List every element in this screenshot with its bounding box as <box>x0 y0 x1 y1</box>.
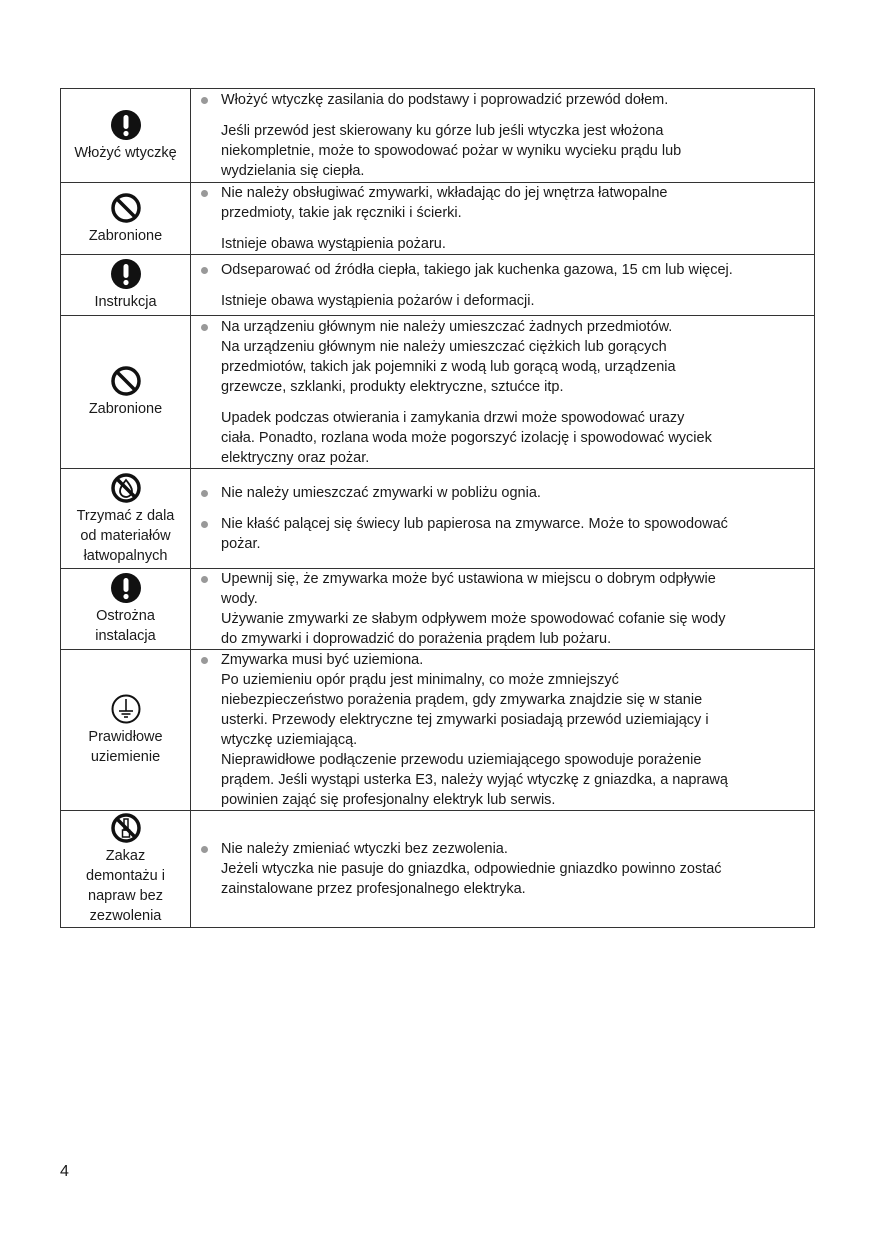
bullet-icon <box>201 324 208 331</box>
description-line: przedmioty, takie jak ręczniki i ścierki. <box>221 205 462 221</box>
description-line: przedmiotów, takich jak pojemniki z wodą lub gorącą wodą, urządzenia <box>221 358 676 375</box>
table-row <box>61 811 815 928</box>
description-line: pożar. <box>221 536 261 552</box>
row-label: instalacja <box>95 628 156 644</box>
description-line: wody. <box>221 591 258 607</box>
bullet-icon <box>201 521 208 528</box>
ground-icon <box>110 693 142 725</box>
no-disassembly-icon <box>110 812 142 844</box>
description-paragraph <box>201 650 810 810</box>
description-paragraph <box>201 483 810 503</box>
row-description-cell <box>191 89 815 183</box>
description-line: Jeżeli wtyczka nie pasuje do gniazdka, odpowiednie gniazdko powinno zostać <box>221 861 722 877</box>
row-label: Prawidłowe <box>88 729 163 745</box>
description-line: Na urządzeniu głównym nie należy umieszczać żadnych przedmiotów. <box>221 318 673 335</box>
no-flame-icon <box>110 472 142 504</box>
row-label: Włożyć wtyczkę <box>74 144 177 161</box>
description-line: Odseparować od źródła ciepła, takiego jak kuchenka gazowa, 15 cm lub więcej. <box>221 261 733 278</box>
row-description-cell <box>191 650 815 811</box>
description-paragraph <box>201 317 810 397</box>
safety-table <box>60 88 815 928</box>
description-line: Po uziemieniu opór prądu jest minimalny, co może zmniejszyć <box>221 672 619 688</box>
row-label: od materiałów <box>80 527 171 544</box>
row-description-cell <box>191 569 815 650</box>
row-label-cell <box>61 650 191 811</box>
description-line: prądem. Jeśli wystąpi usterka E3, należy wyjąć wtyczkę z gniazdka, a naprawą <box>221 772 728 788</box>
bullet-icon <box>201 490 208 497</box>
prohibited-icon <box>110 365 142 397</box>
description-line: grzewcze, szklanki, produkty elektryczne, sztućce itp. <box>221 378 564 395</box>
description-line: Na urządzeniu głównym nie należy umieszczać ciężkich lub gorących <box>221 338 667 355</box>
row-label-cell <box>61 469 191 569</box>
description-line: Upadek podczas otwierania i zamykania drzwi może spowodować urazy <box>221 409 685 426</box>
description-paragraph <box>201 291 810 311</box>
table-row <box>61 650 815 811</box>
description-paragraph <box>201 839 810 899</box>
description-line: wydzielania się ciepła. <box>221 163 365 179</box>
description-line: Włożyć wtyczkę zasilania do podstawy i poprowadzić przewód dołem. <box>221 92 669 108</box>
description-line: usterki. Przewody elektryczne tej zmywarki posiadają przewód uziemiający i <box>221 712 709 728</box>
row-label: napraw bez <box>88 888 163 904</box>
row-description-cell <box>191 255 815 316</box>
description-paragraph <box>201 514 810 554</box>
description-line: Nie należy umieszczać zmywarki w pobliżu ognia. <box>221 485 541 501</box>
bullet-icon <box>201 267 208 274</box>
description-line: powinien zająć się profesjonalny elektryk lub serwis. <box>221 792 556 808</box>
description-line: Upewnij się, że zmywarka może być ustawiona w miejscu o dobrym odpływie <box>221 571 716 587</box>
row-label-cell <box>61 255 191 316</box>
bullet-icon <box>201 657 208 664</box>
description-paragraph <box>201 569 810 649</box>
description-line: Używanie zmywarki ze słabym odpływem może spowodować cofanie się wody <box>221 611 726 627</box>
row-label: Instrukcja <box>94 294 157 310</box>
row-label-cell <box>61 89 191 183</box>
description-line: Nie należy zmieniać wtyczki bez zezwolenia. <box>221 841 508 857</box>
description-paragraph <box>201 234 810 254</box>
row-label: Zakaz <box>105 848 146 864</box>
description-line: Istnieje obawa wystąpienia pożarów i deformacji. <box>221 292 535 309</box>
description-line: Nie należy obsługiwać zmywarki, wkładając do jej wnętrza łatwopalne <box>221 185 668 201</box>
row-label: uziemienie <box>90 749 161 765</box>
row-label: Trzymać z dala <box>76 507 175 524</box>
bullet-icon <box>201 576 208 583</box>
description-line: ciała. Ponadto, rozlana woda może pogorszyć izolację i spowodować wyciek <box>221 429 712 446</box>
table-row <box>61 469 815 569</box>
exclamation-icon <box>110 572 142 604</box>
row-description-cell <box>191 316 815 469</box>
description-line: Nie kłaść palącej się świecy lub papierosa na zmywarce. Może to spowodować <box>221 516 728 532</box>
description-line: wtyczkę uziemiającą. <box>221 732 358 748</box>
row-label-cell <box>61 183 191 255</box>
row-label: Ostrożna <box>96 608 155 624</box>
description-line: niebezpieczeństwo porażenia prądem, gdy zmywarka znajdzie się w stanie <box>221 692 703 708</box>
description-line: zainstalowane przez profesjonalnego elektryka. <box>221 881 526 897</box>
row-label: łatwopalnych <box>83 547 168 564</box>
description-line: Istnieje obawa wystąpienia pożaru. <box>221 236 446 252</box>
description-line: Zmywarka musi być uziemiona. <box>221 652 424 668</box>
row-label: Zabronione <box>88 227 163 244</box>
description-line: niekompletnie, może to spowodować pożar w wyniku wycieku prądu lub <box>221 143 682 159</box>
table-row <box>61 255 815 316</box>
description-line: Jeśli przewód jest skierowany ku górze lub jeśli wtyczka jest włożona <box>221 123 664 139</box>
exclamation-icon <box>110 109 142 141</box>
description-paragraph <box>201 408 810 468</box>
row-label-cell <box>61 316 191 469</box>
description-paragraph <box>201 90 810 110</box>
table-row <box>61 569 815 650</box>
exclamation-icon <box>110 258 142 290</box>
bullet-icon <box>201 97 208 104</box>
row-description-cell <box>191 469 815 569</box>
row-label: zezwolenia <box>89 908 162 924</box>
row-label-cell <box>61 811 191 928</box>
table-row <box>61 316 815 469</box>
row-label: demontażu i <box>86 868 165 884</box>
row-label: Zabronione <box>88 401 163 417</box>
row-description-cell <box>191 183 815 255</box>
description-paragraph <box>201 260 810 280</box>
description-paragraph <box>201 183 810 223</box>
row-description-cell <box>191 811 815 928</box>
table-row <box>61 89 815 183</box>
row-label-cell <box>61 569 191 650</box>
description-line: elektryczny oraz pożar. <box>221 449 370 466</box>
table-row <box>61 183 815 255</box>
bullet-icon <box>201 190 208 197</box>
description-line: Nieprawidłowe podłączenie przewodu uziemiającego spowoduje porażenie <box>221 752 702 768</box>
description-paragraph <box>201 121 810 181</box>
description-line: do zmywarki i doprowadzić do porażenia prądem lub pożaru. <box>221 631 612 647</box>
page-number: 4 <box>60 1163 69 1180</box>
prohibited-icon <box>110 192 142 224</box>
bullet-icon <box>201 846 208 853</box>
